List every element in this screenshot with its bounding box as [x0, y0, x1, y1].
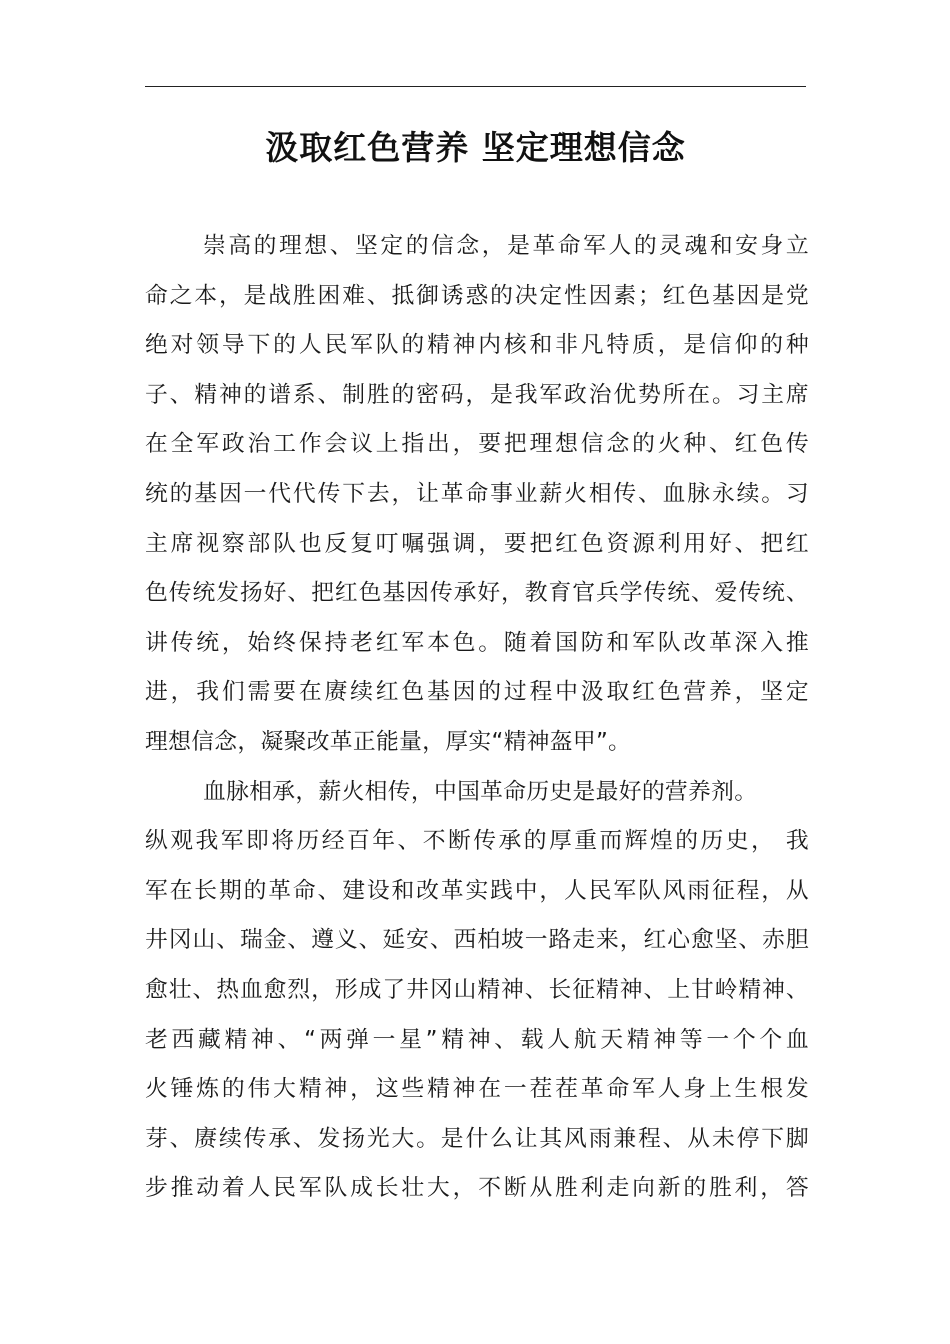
paragraph-line: 在全军政治工作会议上指出，要把理想信念的火种、红色传 [145, 431, 809, 458]
paragraph-line: 芽、赓续传承、发扬光大。是什么让其风雨兼程、从未停下脚 [145, 1125, 809, 1152]
paragraph-line: 愈壮、热血愈烈，形成了井冈山精神、长征精神、上甘岭精神、 [145, 976, 809, 1003]
paragraph-line: 主席视察部队也反复叮嘱强调，要把红色资源利用好、把红 [145, 530, 809, 557]
paragraph-line: 崇高的理想、坚定的信念，是革命军人的灵魂和安身立 [203, 233, 809, 259]
document-title: 汲取红色营养 坚定理想信念 [265, 128, 686, 167]
paragraph-line: 步推动着人民军队成长壮大，不断从胜利走向新的胜利，答 [145, 1175, 809, 1202]
header-rule [145, 86, 806, 87]
paragraph-line: 子、精神的谱系、制胜的密码，是我军政治优势所在。习主席 [145, 381, 809, 408]
paragraph-line: 命之本，是战胜困难、抵御诱惑的决定性因素；红色基因是党 [145, 282, 809, 309]
paragraph-line: 色传统发扬好、把红色基因传承好，教育官兵学传统、爱传统、 [145, 580, 809, 607]
paragraph-1 [145, 222, 809, 768]
paragraph-line: 讲传统，始终保持老红军本色。随着国防和军队改革深入推 [145, 629, 809, 656]
paragraph-line: 纵观我军即将历经百年、不断传承的厚重而辉煌的历史， 我 [145, 828, 809, 855]
paragraph-line: 军在长期的革命、建设和改革实践中，人民军队风雨征程，从 [145, 877, 809, 904]
paragraph-line: 绝对领导下的人民军队的精神内核和非凡特质，是信仰的种 [145, 332, 809, 359]
paragraph-line: 进，我们需要在赓续红色基因的过程中汲取红色营养，坚定 [145, 679, 809, 706]
paragraph-line: 火锤炼的伟大精神，这些精神在一茬茬革命军人身上生根发 [145, 1076, 809, 1103]
paragraph-line: 老西藏精神、“两弹一星”精神、载人航天精神等一个个血 [145, 1026, 809, 1053]
paragraph-line: 理想信念，凝聚改革正能量，厚实“精神盔甲”。 [145, 728, 632, 755]
paragraph-2 [145, 768, 809, 1214]
paragraph-line: 井冈山、瑞金、遵义、延安、西柏坡一路走来，红心愈坚、赤胆 [145, 927, 809, 954]
document-body [145, 222, 809, 1214]
paragraph-line: 血脉相承，薪火相传，中国革命历史是最好的营养剂。 [203, 778, 758, 805]
paragraph-line: 统的基因一代代传下去，让革命事业薪火相传、血脉永续。习 [145, 480, 809, 507]
